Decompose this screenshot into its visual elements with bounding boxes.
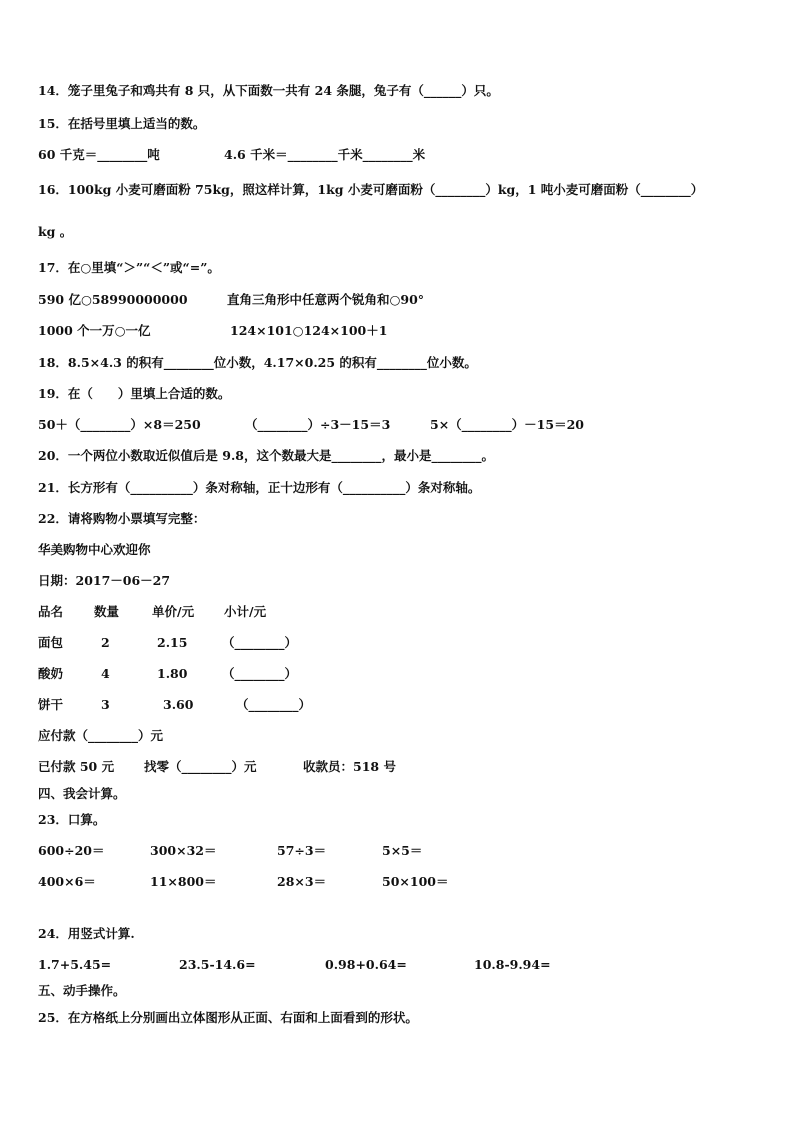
q19-item-b: （________）÷3－15＝3: [245, 417, 391, 432]
question-14: 14．笼子里兔子和鸡共有 8 只，从下面数一共有 24 条腿，兔子有（______）只。: [38, 83, 499, 98]
oral-item: 57÷3＝: [277, 843, 327, 858]
question-21: 21．长方形有（__________）条对称轴，正十边形有（__________）条对称轴。: [38, 480, 481, 495]
q19-item-c: 5×（________）－15＝20: [430, 417, 584, 432]
oral-item: 5×5＝: [382, 843, 423, 858]
oral-item: 50×100＝: [382, 874, 449, 889]
receipt-row-qty: 3: [101, 697, 110, 712]
q15-item-a: 60 千克＝________吨: [38, 147, 160, 162]
oral-item: 300×32＝: [150, 843, 217, 858]
receipt-row-subtotal: （________）: [236, 697, 312, 712]
receipt-amount-due: 应付款（________）元: [38, 728, 164, 743]
receipt-row-price: 2.15: [157, 635, 188, 650]
oral-item: 600÷20＝: [38, 843, 105, 858]
receipt-date: 日期：2017－06－27: [38, 573, 171, 588]
receipt-header-qty: 数量: [94, 604, 120, 619]
question-16-cont: kg 。: [38, 224, 73, 239]
question-19: 19．在（ ）里填上合适的数。: [38, 386, 231, 401]
receipt-row-price: 1.80: [157, 666, 188, 681]
vertical-calc-item: 1.7+5.45=: [38, 957, 112, 972]
q17-item-d: 124×101○124×100＋1: [230, 323, 388, 338]
receipt-row-name: 饼干: [38, 697, 64, 712]
receipt-header-price: 单价/元: [152, 604, 195, 619]
receipt-amount-paid: 已付款 50 元: [38, 759, 115, 774]
vertical-calc-item: 0.98+0.64=: [325, 957, 407, 972]
question-23: 23．口算。: [38, 812, 106, 827]
receipt-row-price: 3.60: [163, 697, 194, 712]
oral-item: 400×6＝: [38, 874, 96, 889]
vertical-calc-item: 23.5-14.6=: [179, 957, 256, 972]
q17-item-b: 直角三角形中任意两个锐角和○90°: [227, 292, 425, 307]
q17-item-c: 1000 个一万○一亿: [38, 323, 151, 338]
receipt-row-name: 酸奶: [38, 666, 64, 681]
question-25: 25．在方格纸上分别画出立体图形从正面、右面和上面看到的形状。: [38, 1010, 418, 1025]
question-17: 17．在○里填“＞”“＜”或“=”。: [38, 260, 220, 275]
receipt-row-subtotal: （________）: [222, 666, 298, 681]
question-16: 16．100kg 小麦可磨面粉 75kg，照这样计算，1kg 小麦可磨面粉（________）kg，1 吨小麦可磨面粉（________）: [38, 182, 704, 197]
receipt-cashier: 收款员：518 号: [303, 759, 396, 774]
receipt-row-qty: 4: [101, 666, 110, 681]
receipt-row-subtotal: （________）: [222, 635, 298, 650]
receipt-header-name: 品名: [38, 604, 64, 619]
q17-item-a: 590 亿○58990000000: [38, 292, 188, 307]
receipt-header-subtotal: 小计/元: [224, 604, 267, 619]
question-20: 20．一个两位小数取近似值后是 9.8，这个数最大是________，最小是________。: [38, 448, 494, 463]
receipt-row-qty: 2: [101, 635, 110, 650]
vertical-calc-item: 10.8-9.94=: [474, 957, 551, 972]
section-5-heading: 五、动手操作。: [38, 983, 126, 998]
receipt-change: 找零（________）元: [144, 759, 257, 774]
receipt-row-name: 面包: [38, 635, 64, 650]
section-4-heading: 四、我会计算。: [38, 786, 126, 801]
question-22: 22．请将购物小票填写完整：: [38, 511, 206, 526]
question-15: 15．在括号里填上适当的数。: [38, 116, 206, 131]
oral-item: 11×800＝: [150, 874, 217, 889]
q15-item-b: 4.6 千米＝________千米________米: [224, 147, 426, 162]
q19-item-a: 50＋（________）×8＝250: [38, 417, 201, 432]
oral-item: 28×3＝: [277, 874, 327, 889]
question-24: 24．用竖式计算.: [38, 926, 135, 941]
receipt-shop-name: 华美购物中心欢迎你: [38, 542, 151, 557]
question-18: 18．8.5×4.3 的积有________位小数，4.17×0.25 的积有________位小数。: [38, 355, 477, 370]
